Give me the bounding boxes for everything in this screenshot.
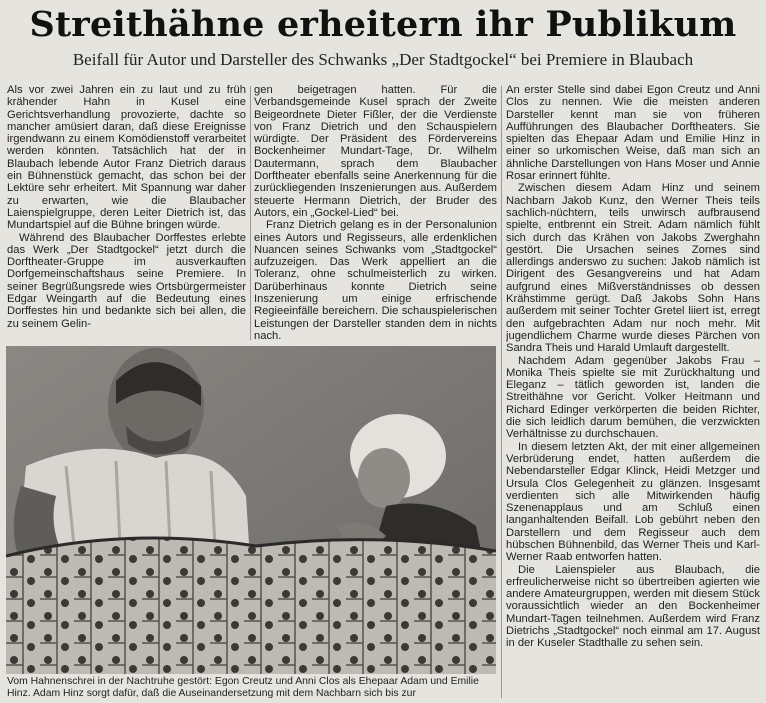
paragraph: In diesem letzten Akt, der mit einer allgemeinen Verbrüderung endet, hatten außerdem die Nebendarsteller Edgar Klinck, Heidi Metzger und Ursula Clos Gelegenheit zu glänzen. Insgesamt verdienten sich alle Mitwirkenden häufig Szenenapplaus und am Schluß einen langanhaltenden Beifall. Lob gebührt neben den Darstellern und dem Regisseur auch dem hübschen Bühnenbild, das Werner Theis und Karl-Werner Raab entworfen hatten.: [506, 440, 760, 564]
headline: Streithähne erheitern ihr Publikum: [29, 4, 737, 45]
bed-quilt: [6, 538, 496, 674]
article-photo: [6, 346, 496, 674]
article-column-3: [506, 84, 760, 698]
paragraph: Die Laienspieler aus Blaubach, die erfreulicherweise nicht so übertreiben agierten wie andere Amateurgruppen, werden mit diesem Stück voraussichtlich wieder an den Bockenheimer Mundart-Tagen teilnehmen. Außerdem wird Franz Dietrichs „Stadtgockel“ noch einmal am 17. August in der Kuseler Stadthalle zu sehen sein.: [506, 563, 760, 650]
paragraph: Nachdem Adam gegenüber Jakobs Frau – Monika Theis spielte sie mit Zurückhaltung und Eleganz – tätlich geworden ist, landen die Streithähne vor Gericht. Volker Heitmann und Richard Edinger verkörperten die beiden Richter, die sich leidlich darum bemühen, die verzwickten Verhältnisse zu durchschauen.: [506, 354, 760, 441]
subheadline: Beifall für Autor und Darsteller des Schwanks „Der Stadtgockel“ bei Premiere in Blaubach: [72, 50, 694, 69]
paragraph: Franz Dietrich gelang es in der Personalunion eines Autors und Regisseurs, alle erdenklichen Nuancen seines Schwanks vom „Stadtgockel“ aufzuzeigen. Das Werk appelliert an die Toleranz, ohne schulmeisterlich zu wirken. Darüberhinaus konnte Dietrich seine Inszenierung um einige erfrischende Regieeinfälle bereichern. Die schauspielerischen Leistungen der Darsteller standen dem in nichts nach.: [254, 219, 497, 342]
article-column-2: [254, 84, 497, 342]
paragraph: Zwischen diesem Adam Hinz und seinem Nachbarn Jakob Kunz, den Werner Theis teils sachlich-nüchtern, teils unwirsch aufbrausend spielte, entbrennt ein Streit. Adam nämlich fühlt sich durch das Krähen von Jakobs Zwerghahn gestört. Die Ursachen seines Zornes sind allerdings anderswo zu suchen: Jakob nämlich ist Dirigent des Gesangvereins und hat Adam aufgrund eines Mißverständnisses ob dessen Krähstimme gerügt. Daß Jakobs Sohn Hans außerdem mit seiner Tochter Gretel liiert ist, erregt den aufgebrachten Adam nur noch mehr. Mit jugendlichem Charme wurde dieses Pärchen von Sandra Theis und Harald Umlauft dargestellt.: [506, 182, 760, 355]
column-divider: [250, 86, 251, 340]
column-divider: [501, 86, 502, 698]
paragraph: Als vor zwei Jahren ein zu laut und zu früh krähender Hahn in Kusel eine Gerichtsverhandlung provozierte, dachte so mancher amüsiert daran, daß diese Ereignisse irgendwann zu einem Komödienstoff verarbeitet werden könnten. Tatsächlich hat der in Blaubach lebende Autor Franz Dietrich daraus ein Bühnenstück gemacht, das schon bei der Lektüre sehr erheitert. Mit Spannung war daher zu erwarten, wie die Blaubacher Laienspielgruppe, deren Leiter Dietrich ist, das Mundartspiel auf die Bühne bringen würde.: [7, 84, 246, 232]
paragraph: gen beigetragen hatten. Für die Verbandsgemeinde Kusel sprach der Zweite Beigeordnete Dieter Fißler, der die Verdienste von Franz Dietrich und den Schauspielern würdigte. Der Präsident des Fördervereins Bockenheimer Mundart-Tage, Dr. Wilhelm Dautermann, sprach dem Blaubacher Dorftheater ebenfalls seine Anerkennung für die zurückliegenden Inszenierungen aus. Außerdem steuerte Hermann Dietrich, der Bruder des Autors, ein „Gockel-Lied“ bei.: [254, 84, 497, 219]
paragraph: Während des Blaubacher Dorffestes erlebte das Werk „Der Stadtgockel“ jetzt durch die Dorftheater-Gruppe im ausverkauften Dorfgemeinschaftshaus seine Premiere. In seiner Begrüßungsrede wies Ortsbürgermeister Edgar Weingarth auf die Bedeutung eines Dorffestes hin und bedankte sich bei allen, die zu seinem Gelin-: [7, 231, 246, 330]
article-column-1: [7, 84, 246, 342]
photo-caption: Vom Hahnenschrei in der Nachtruhe gestört: Egon Creutz und Anni Clos als Ehepaar Adam und Emilie Hinz. Adam Hinz sorgt dafür, daß die Auseinandersetzung mit dem Nachbarn sich bis zur: [7, 676, 479, 699]
paragraph: An erster Stelle sind dabei Egon Creutz und Anni Clos zu nennen. Wie die meisten anderen Darsteller kennt man sie von früheren Aufführungen des Blaubacher Dorftheaters. Sie spielten das Ehepaar Adam und Emilie Hinz in einer so urkomischen Weise, daß man sich an ähnliche Darstellungen von Hans Moser und Annie Rosar erinnert fühlte.: [506, 84, 760, 183]
photo-scene: [6, 346, 496, 674]
